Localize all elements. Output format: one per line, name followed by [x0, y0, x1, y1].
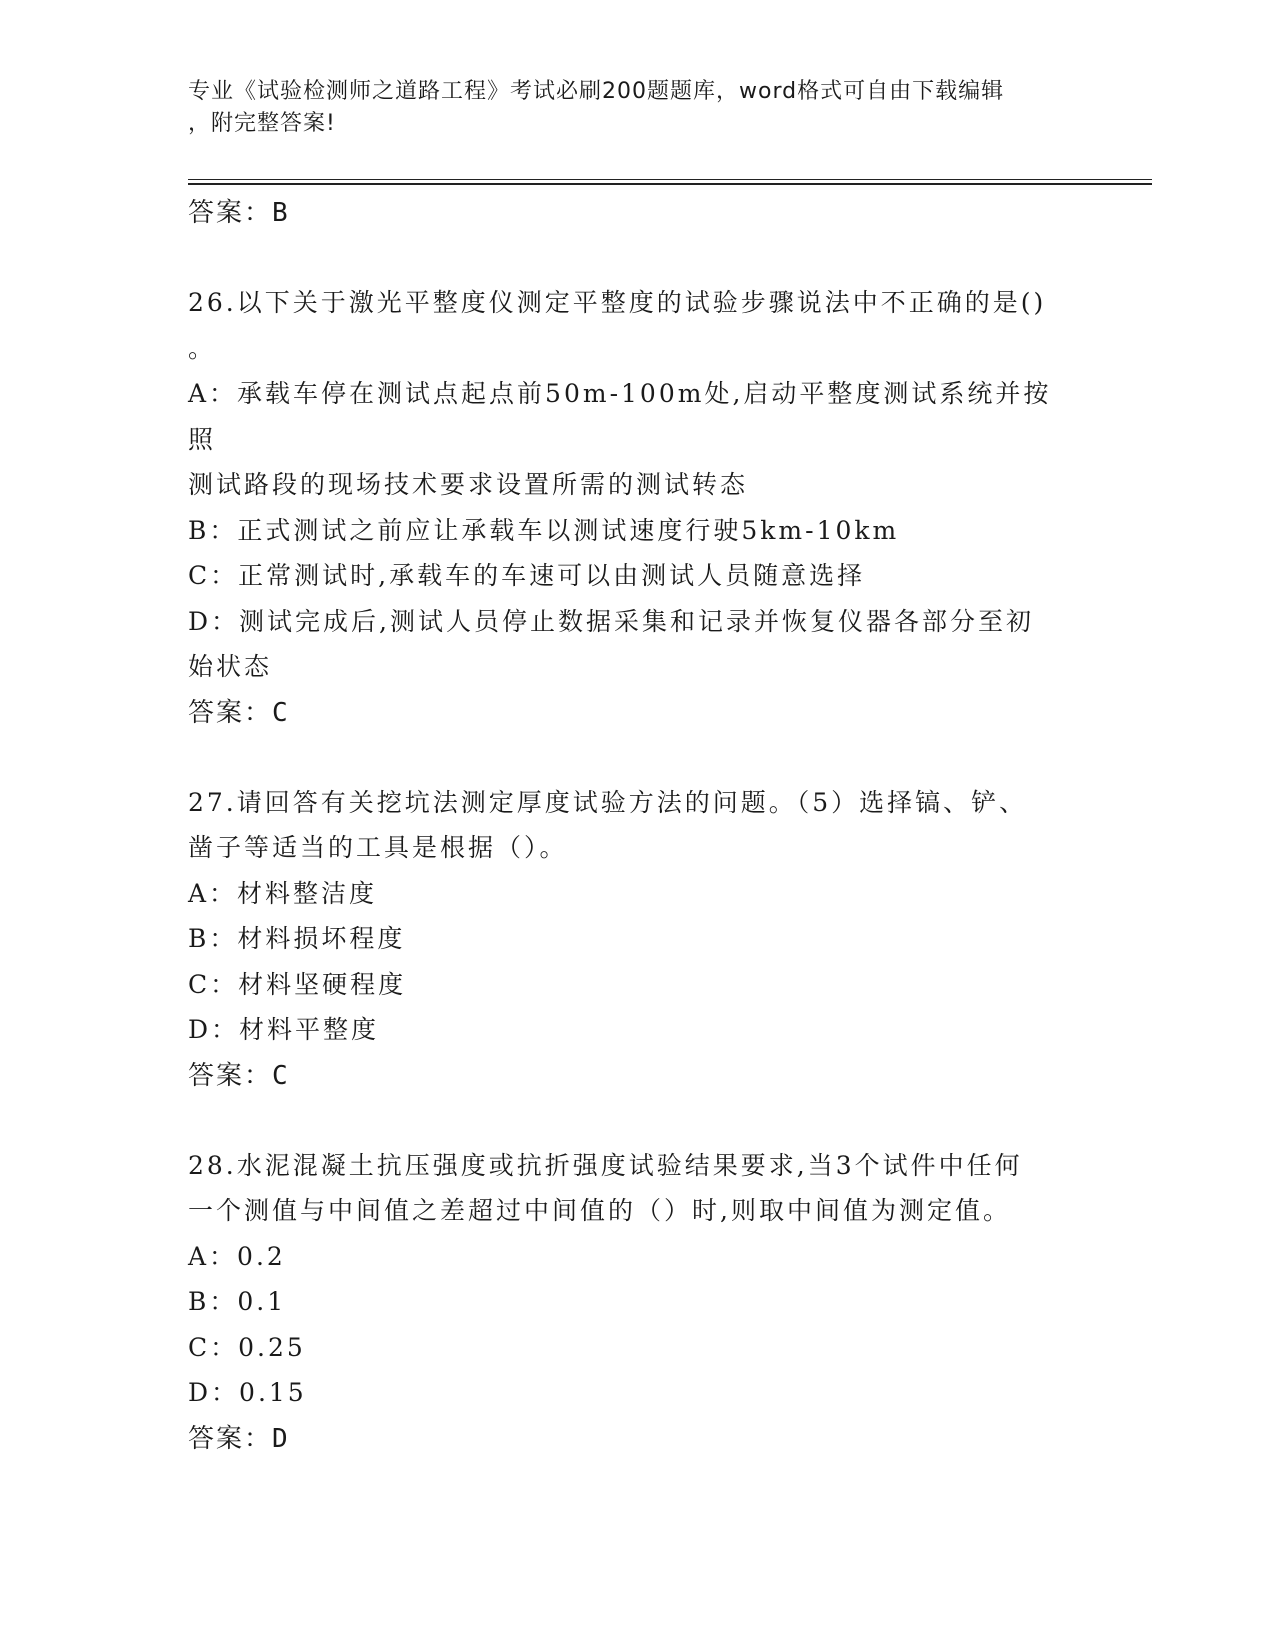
answer-label: 答案： [188, 1423, 273, 1454]
option-a: A：材料整洁度 [188, 878, 378, 908]
header-line-2: ，附完整答案! [188, 111, 336, 136]
question-stem-line-1: 28.水泥混凝土抗压强度或抗折强度试验结果要求,当3个试件中任何 [188, 1150, 1023, 1180]
option-b: B：正式测试之前应让承载车以测试速度行驶5km-10km [188, 515, 900, 545]
answer-line [188, 190, 1088, 236]
question-stem-line-2: 。 [188, 333, 217, 363]
answer-line [188, 690, 1088, 736]
option-a [188, 371, 1078, 508]
answer-line [188, 1053, 1088, 1099]
option-d-line-2: 始状态 [188, 652, 273, 681]
answer-label: 答案： [188, 198, 273, 228]
question-stem-line-2: 一个测值与中间值之差超过中间值的（）时,则取中间值为测定值。 [188, 1196, 1011, 1225]
option-d-line-1: D：测试完成后,测试人员停止数据采集和记录并恢复仪器各部分至初 [188, 606, 1034, 636]
header-line-1: 专业《试验检测师之道路工程》考试必刷200题题库，word格式可自由下载编辑 [188, 79, 1005, 104]
answer-value: C [272, 697, 289, 728]
question-stem [188, 280, 1078, 371]
option-b: B：材料损坏程度 [188, 924, 406, 953]
option-c: C：0.25 [188, 1332, 306, 1362]
question-stem-line-1: 27.请回答有关挖坑法测定厚度试验方法的问题。（5）选择镐、铲、 [188, 787, 1028, 817]
question-stem [188, 780, 1078, 871]
question-27 [188, 780, 1088, 1099]
document-body [188, 190, 1088, 1462]
option-a-line-2: 测试路段的现场技术要求设置所需的测试转态 [188, 470, 749, 499]
page-header [188, 76, 1068, 140]
option-d: D：材料平整度 [188, 1015, 380, 1044]
answer-label: 答案： [188, 697, 273, 728]
question-28 [188, 1143, 1088, 1462]
question-stem [188, 1143, 1078, 1234]
option-d [188, 599, 1078, 690]
header-divider-thin [188, 179, 1152, 180]
question-stem-line-2: 凿子等适当的工具是根据（）。 [188, 833, 568, 862]
option-d: D：0.15 [188, 1378, 307, 1407]
answer-value: C [272, 1060, 289, 1091]
answer-line [188, 1416, 1088, 1462]
option-c: C：材料坚硬程度 [188, 969, 407, 999]
option-a-line-1: A：承载车停在测试点起点前50m-100m处,启动平整度测试系统并按照 [188, 379, 1052, 454]
question-stem-line-1: 26.以下关于激光平整度仪测定平整度的试验步骤说法中不正确的是() [188, 288, 1047, 317]
header-divider-thick [188, 183, 1152, 185]
option-c: C：正常测试时,承载车的车速可以由测试人员随意选择 [188, 561, 866, 590]
answer-value: B [272, 198, 289, 228]
option-b: B：0.1 [188, 1287, 287, 1316]
option-a: A：0.2 [188, 1241, 286, 1271]
answer-value: D [272, 1423, 289, 1454]
question-26 [188, 280, 1088, 736]
answer-label: 答案： [188, 1060, 273, 1091]
